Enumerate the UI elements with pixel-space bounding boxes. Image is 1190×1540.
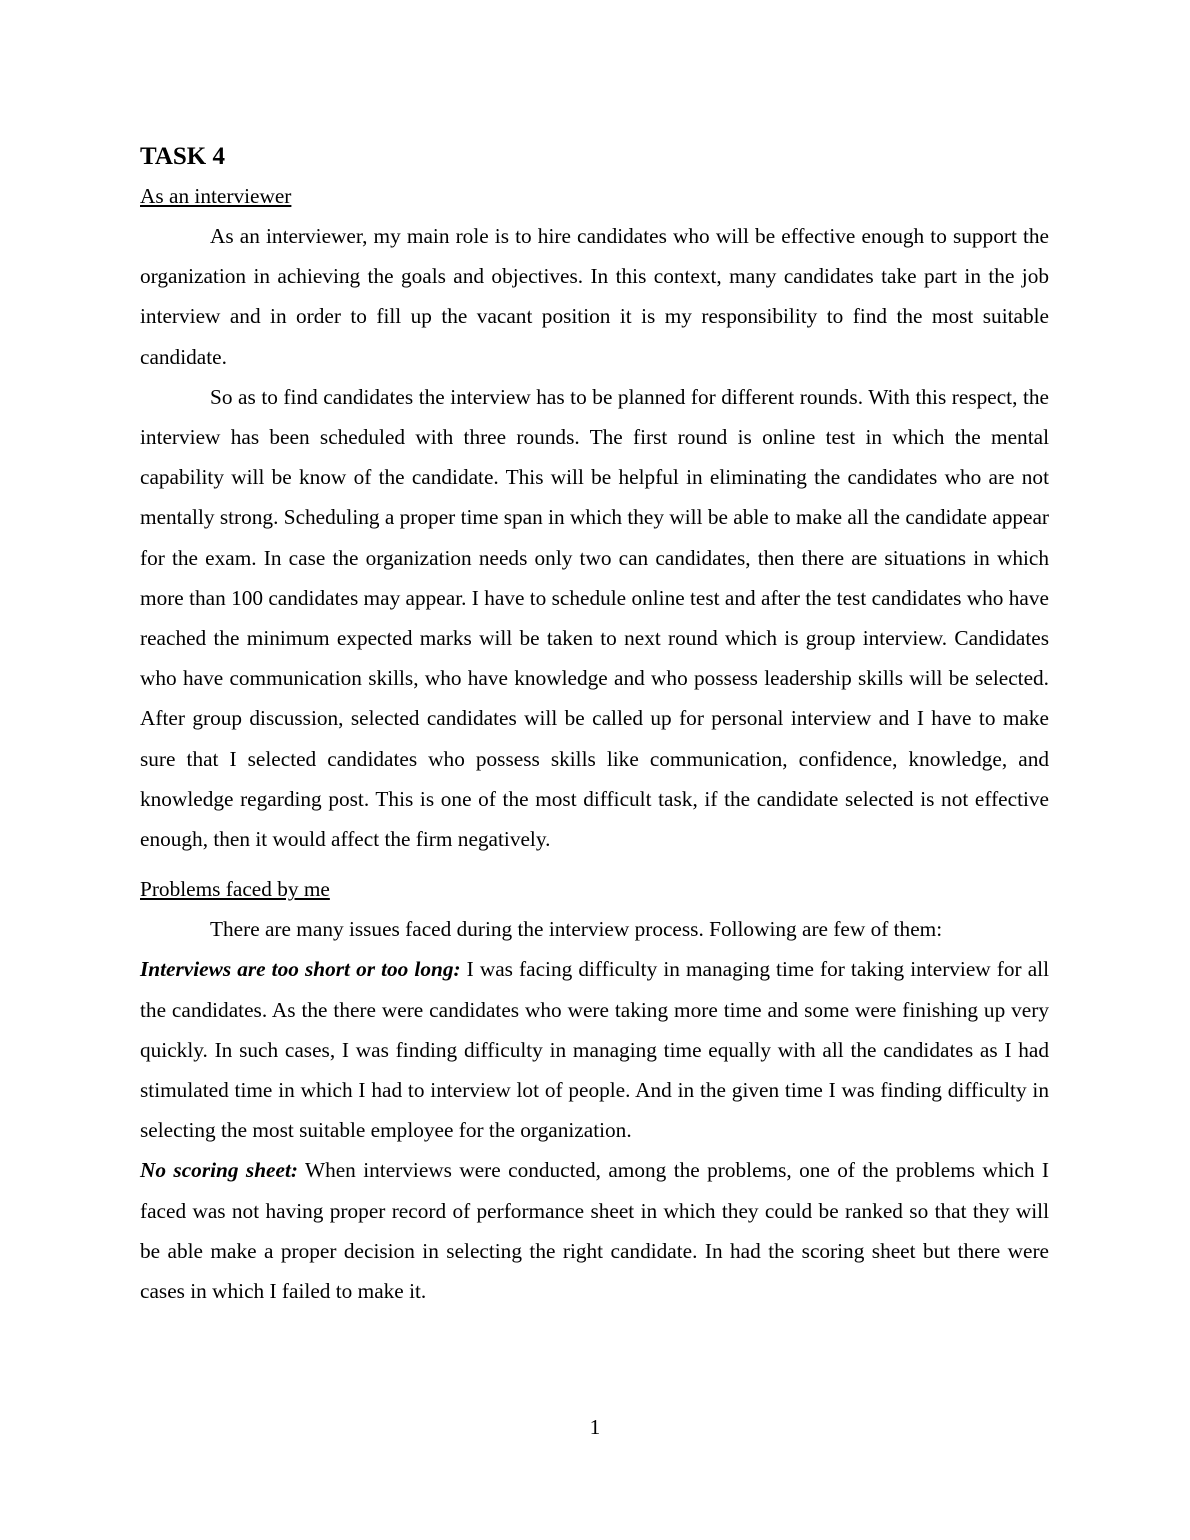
section-heading-problems: Problems faced by me <box>140 877 330 902</box>
section-heading-interviewer: As an interviewer <box>140 184 292 208</box>
problem-item-lead: No scoring sheet: <box>140 1158 298 1183</box>
problem-item-lead: Interviews are too short or too long: <box>140 957 461 982</box>
document-page <box>140 138 1049 1311</box>
page-title: TASK 4 <box>140 143 225 170</box>
problem-item <box>140 949 1049 1150</box>
problem-item-text: When interviews were conducted, among the problems, one of the problems which I faced was not having proper record of performance sheet in which they could be ranked so that they will be able make a proper decision in selecting the right candidate. In had the scoring sheet but there were cases in which I failed to make it. <box>140 1158 1050 1304</box>
problem-item-text: I was facing difficulty in managing time for taking interview for all the candidates. As the there were candidates who were taking more time and some were finishing up very quickly. In such cases, I was finding difficulty in managing time equally with all the candidates as I had stimulated time in which I had to interview lot of people. And in the given time I was finding difficulty in selecting the most suitable employee for the organization. <box>140 957 1049 1143</box>
paragraph: As an interviewer, my main role is to hire candidates who will be effective enough to support the organization in achieving the goals and objectives. In this context, many candidates take part in the job interview and in order to fill up the vacant position it is my responsibility to find the most suitable candidate. <box>140 224 1049 369</box>
problem-item <box>140 1150 1049 1311</box>
paragraph: So as to find candidates the interview has to be planned for different rounds. With this respect, the interview has been scheduled with three rounds. The first round is online test in which the mental capability will be know of the candidate. This will be helpful in eliminating the candidates who are not mentally strong. Scheduling a proper time span in which they will be able to make all the candidate appear for the exam. In case the organization needs only two can candidates, then there are situations in which more than 100 candidates may appear. I have to schedule online test and after the test candidates who have reached the minimum expected marks will be taken to next round which is group interview. Candidates who have communication skills, who have knowledge and who possess leadership skills will be selected. After group discussion, selected candidates will be called up for personal interview and I have to make sure that I selected candidates who possess skills like communication, confidence, knowledge, and knowledge regarding post. This is one of the most difficult task, if the candidate selected is not effective enough, then it would affect the firm negatively. <box>140 384 1049 852</box>
paragraph-intro: There are many issues faced during the interview process. Following are few of them: <box>210 917 943 942</box>
page-number: 1 <box>589 1415 601 1439</box>
